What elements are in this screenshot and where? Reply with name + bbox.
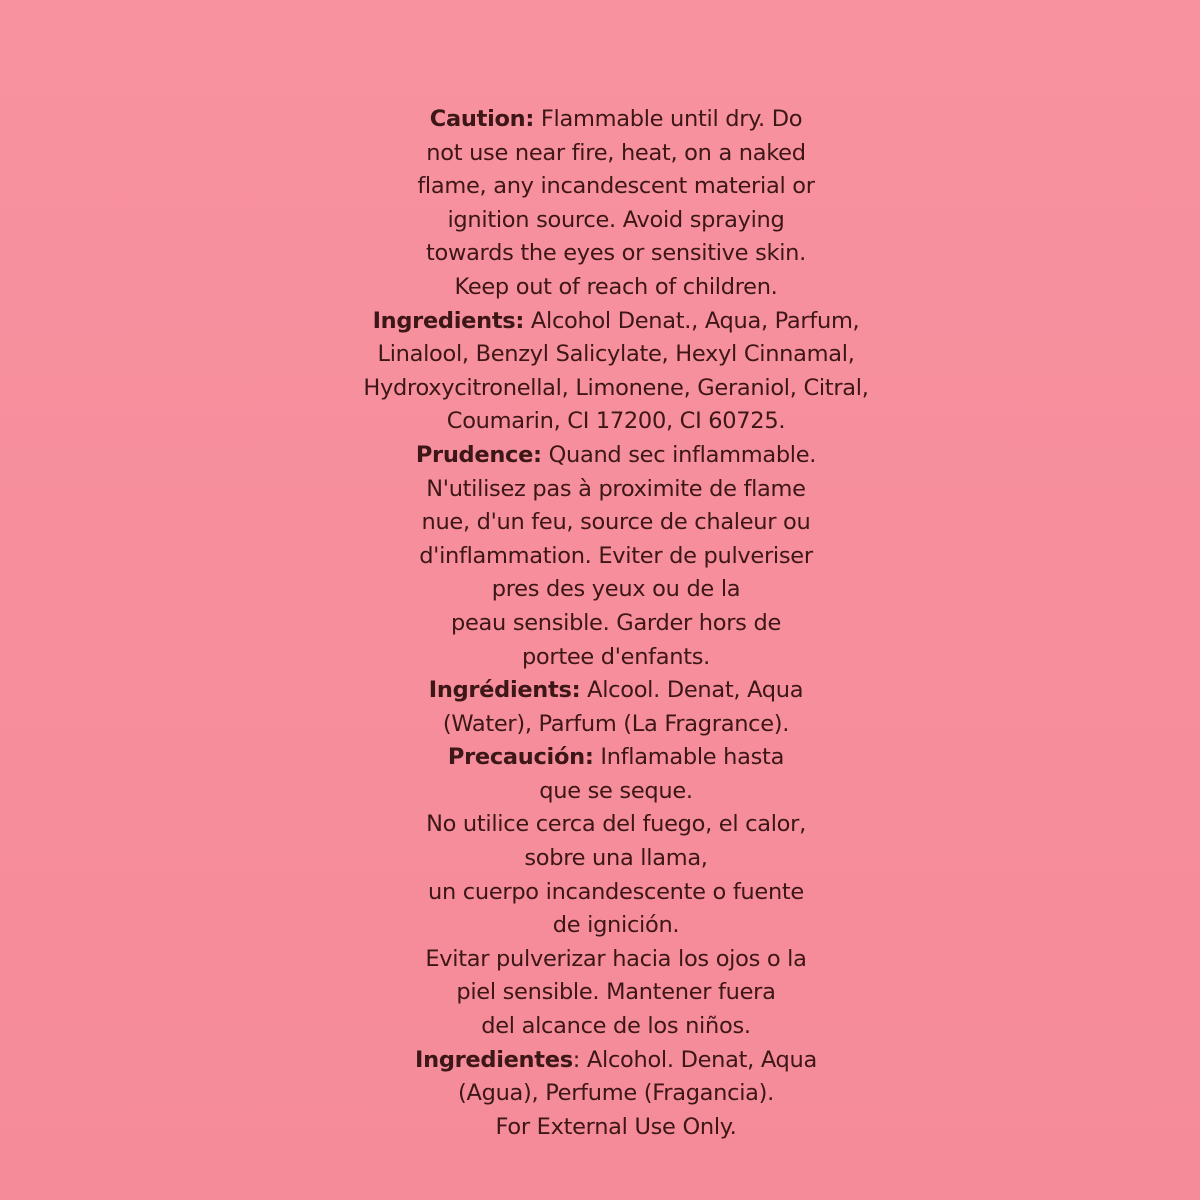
- precaucion-line-9: del alcance de los niños.: [481, 1013, 751, 1040]
- precaucion-text: Inflamable hasta: [593, 744, 785, 771]
- ingredientes-line-2: (Agua), Perfume (Fragancia).: [458, 1080, 774, 1107]
- prudence-heading: Prudence:: [415, 441, 542, 468]
- precaucion-heading: Precaución:: [447, 744, 594, 771]
- caution-line-5: towards the eyes or sensitive skin.: [425, 240, 806, 267]
- prudence-line-1: [300, 439, 932, 473]
- ingredients-line-2: Linalool, Benzyl Salicylate, Hexyl Cinnamal,: [377, 341, 855, 368]
- prudence-line-6: peau sensible. Garder hors de: [451, 609, 781, 636]
- caution-line-3: flame, any incandescent material or: [417, 173, 815, 200]
- caution-line-2: not use near fire, heat, on a naked: [426, 139, 806, 166]
- prudence-line-5: pres des yeux ou de la: [491, 576, 741, 603]
- caution-heading: Caution:: [429, 106, 535, 132]
- ingredients-line-1: [300, 305, 932, 339]
- precaucion-line-1: [300, 741, 932, 775]
- prudence-line-7: portee d'enfants.: [521, 643, 711, 670]
- ingredients-fr-text: Alcool. Denat, Aqua: [580, 677, 804, 704]
- ingredients-line-3: Hydroxycitronellal, Limonene, Geraniol, Citral,: [363, 374, 869, 401]
- precaucion-line-2: que se seque.: [539, 777, 693, 804]
- prudence-text: Quand sec inflammable.: [541, 441, 817, 468]
- ingredients-fr-heading: Ingrédients:: [428, 677, 581, 704]
- precaucion-line-6: de ignición.: [552, 912, 680, 939]
- ingredients-text: Alcohol Denat., Aqua, Parfum,: [524, 307, 860, 334]
- precaucion-line-4: sobre una llama,: [524, 845, 708, 872]
- ingredients-heading: Ingredients:: [372, 307, 525, 334]
- precaucion-line-7: Evitar pulverizar hacia los ojos o la: [425, 945, 807, 972]
- ingredients-line-4: Coumarin, CI 17200, CI 60725.: [446, 408, 786, 435]
- caution-text: Flammable until dry. Do: [534, 106, 803, 132]
- prudence-line-2: N'utilisez pas à proximite de flame: [426, 475, 806, 502]
- prudence-line-4: d'inflammation. Eviter de pulveriser: [419, 542, 813, 569]
- label-text-block: [300, 103, 932, 1144]
- ingredientes-line-1: [300, 1044, 932, 1078]
- caution-line-4: ignition source. Avoid spraying: [447, 206, 785, 233]
- ingredients-fr-line-2: (Water), Parfum (La Fragrance).: [442, 710, 790, 737]
- caution-line-6: Keep out of reach of children.: [454, 273, 778, 300]
- ingredientes-text: : Alcohol. Denat, Aqua: [572, 1046, 817, 1073]
- ingredientes-heading: Ingredientes: [415, 1046, 573, 1073]
- caution-line-1: [300, 103, 932, 137]
- precaucion-line-3: No utilice cerca del fuego, el calor,: [426, 811, 806, 838]
- prudence-line-3: nue, d'un feu, source de chaleur ou: [421, 509, 811, 536]
- external-use-line: For External Use Only.: [495, 1113, 737, 1140]
- precaucion-line-8: piel sensible. Mantener fuera: [456, 979, 776, 1006]
- precaucion-line-5: un cuerpo incandescente o fuente: [428, 878, 804, 905]
- ingredients-fr-line-1: [300, 674, 932, 708]
